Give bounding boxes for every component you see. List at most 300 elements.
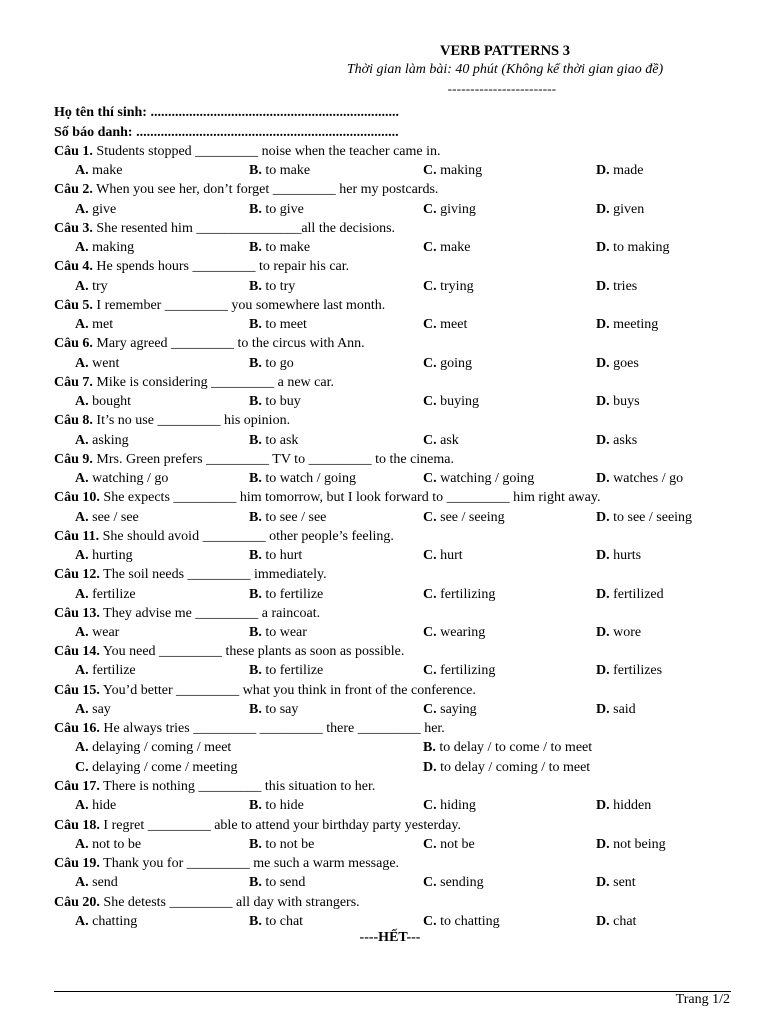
answer-option xyxy=(75,277,108,296)
option-letter: D. xyxy=(596,317,610,333)
option-text: asking xyxy=(92,432,129,448)
option-letter: B. xyxy=(249,836,262,852)
option-letter: B. xyxy=(249,701,262,717)
option-letter: C. xyxy=(423,548,437,564)
option-text: to fertilize xyxy=(265,586,324,602)
option-letter: D. xyxy=(596,471,610,487)
candidate-info xyxy=(54,103,554,143)
option-text: not being xyxy=(613,836,666,852)
answer-option xyxy=(423,431,459,450)
page-number: Trang 1/2 xyxy=(675,992,730,1007)
option-text: hiding xyxy=(440,798,476,814)
question-number: Câu 7. xyxy=(54,374,93,390)
question-item xyxy=(54,719,734,777)
question-stem xyxy=(54,854,734,873)
question-stem xyxy=(54,296,734,315)
answer-option xyxy=(596,623,641,642)
answer-option xyxy=(75,758,238,777)
answer-option xyxy=(423,161,482,180)
option-letter: B. xyxy=(249,355,262,371)
option-letter: B. xyxy=(249,509,262,525)
question-number: Câu 20. xyxy=(54,894,100,910)
question-item xyxy=(54,604,734,642)
answer-option xyxy=(249,585,323,604)
answer-option xyxy=(596,585,664,604)
option-letter: C. xyxy=(423,625,437,640)
option-letter: D. xyxy=(596,509,610,525)
option-text: hurting xyxy=(92,548,133,564)
option-text: making xyxy=(92,240,135,256)
option-text: wore xyxy=(613,625,642,640)
answer-option xyxy=(75,469,168,488)
answer-option xyxy=(596,508,692,527)
option-text: to wear xyxy=(265,625,307,640)
answer-option xyxy=(249,700,298,719)
question-item xyxy=(54,373,734,411)
option-text: to see / see xyxy=(265,509,327,525)
answer-option xyxy=(249,835,314,854)
question-text: She expects _________ him tomorrow, but I look forward to _________ him right away. xyxy=(103,490,601,506)
option-text: to fertilize xyxy=(265,663,324,679)
option-text: watching / go xyxy=(92,471,169,487)
option-text: hurt xyxy=(440,548,463,564)
answer-option xyxy=(249,161,310,180)
answer-option xyxy=(249,912,303,931)
answer-option xyxy=(423,758,590,777)
question-number: Câu 3. xyxy=(54,220,93,236)
option-text: making xyxy=(440,163,483,179)
question-item xyxy=(54,411,734,449)
answer-option xyxy=(423,508,505,527)
options-row xyxy=(54,623,734,642)
answer-option xyxy=(249,315,307,334)
option-text: goes xyxy=(613,355,639,371)
option-letter: C. xyxy=(423,913,437,929)
answer-option xyxy=(75,873,118,892)
answer-option xyxy=(249,200,304,219)
answer-option xyxy=(596,315,658,334)
option-text: to try xyxy=(265,278,296,294)
option-letter: D. xyxy=(596,201,610,217)
question-stem xyxy=(54,893,734,912)
option-letter: B. xyxy=(249,240,262,256)
option-text: not to be xyxy=(92,836,142,852)
question-stem xyxy=(54,604,734,623)
question-text: Mary agreed _________ to the circus with Ann. xyxy=(96,336,365,352)
question-stem xyxy=(54,565,734,584)
question-number: Câu 5. xyxy=(54,297,93,313)
question-stem xyxy=(54,219,734,238)
question-item xyxy=(54,527,734,565)
option-text: to go xyxy=(265,355,294,371)
option-text: fertilize xyxy=(92,663,136,679)
answer-option xyxy=(423,469,534,488)
answer-option xyxy=(75,546,133,565)
option-text: tries xyxy=(613,278,638,294)
option-text: make xyxy=(92,163,123,179)
question-number: Câu 16. xyxy=(54,721,100,737)
option-text: try xyxy=(92,278,108,294)
option-letter: D. xyxy=(596,836,610,852)
option-letter: D. xyxy=(596,163,610,179)
question-number: Câu 12. xyxy=(54,567,100,583)
options-row xyxy=(54,700,734,719)
option-letter: B. xyxy=(249,913,262,929)
option-text: chat xyxy=(613,913,637,929)
question-number: Câu 19. xyxy=(54,856,100,872)
option-text: hide xyxy=(92,798,117,814)
question-item xyxy=(54,180,734,218)
option-letter: A. xyxy=(75,432,89,448)
question-number: Câu 11. xyxy=(54,528,100,544)
question-item xyxy=(54,816,734,854)
option-text: to chat xyxy=(265,913,304,929)
option-letter: D. xyxy=(596,625,610,640)
question-stem xyxy=(54,642,734,661)
options-row xyxy=(54,758,734,777)
question-item xyxy=(54,334,734,372)
option-text: to hurt xyxy=(265,548,303,564)
option-letter: A. xyxy=(75,875,89,891)
option-letter: C. xyxy=(423,394,437,410)
question-stem xyxy=(54,527,734,546)
option-letter: C. xyxy=(423,163,437,179)
question-text: Students stopped _________ noise when the teacher came in. xyxy=(96,144,441,159)
question-stem xyxy=(54,488,734,507)
option-text: meet xyxy=(440,317,468,333)
question-number: Câu 8. xyxy=(54,413,93,429)
option-letter: C. xyxy=(423,240,437,256)
answer-option xyxy=(423,354,472,373)
question-text: There is nothing _________ this situation to her. xyxy=(103,779,376,795)
option-letter: A. xyxy=(75,471,89,487)
option-text: fertilize xyxy=(92,586,136,602)
question-number: Câu 13. xyxy=(54,605,100,621)
answer-option xyxy=(249,469,356,488)
question-item xyxy=(54,142,734,180)
option-letter: D. xyxy=(596,432,610,448)
question-item xyxy=(54,854,734,892)
answer-option xyxy=(75,315,113,334)
answer-option xyxy=(75,585,136,604)
question-number: Câu 9. xyxy=(54,451,93,467)
option-text: give xyxy=(92,201,117,217)
option-letter: A. xyxy=(75,317,89,333)
answer-option xyxy=(423,912,500,931)
question-text: The soil needs _________ immediately. xyxy=(103,567,327,583)
answer-option xyxy=(423,546,463,565)
option-letter: D. xyxy=(596,394,610,410)
option-letter: C. xyxy=(423,701,437,717)
question-text: I regret _________ able to attend your birthday party yesterday. xyxy=(103,817,461,833)
answer-option xyxy=(249,661,323,680)
question-number: Câu 4. xyxy=(54,259,93,275)
options-row xyxy=(54,661,734,680)
answer-option xyxy=(249,277,295,296)
answer-option xyxy=(249,623,307,642)
question-stem xyxy=(54,450,734,469)
option-text: hidden xyxy=(613,798,652,814)
option-letter: A. xyxy=(75,509,89,525)
option-text: wearing xyxy=(440,625,486,640)
answer-option xyxy=(423,835,475,854)
option-letter: B. xyxy=(249,278,262,294)
answer-option xyxy=(596,200,644,219)
answer-option xyxy=(75,508,139,527)
question-item xyxy=(54,777,734,815)
option-text: delaying / come / meeting xyxy=(92,759,238,775)
answer-option xyxy=(423,623,485,642)
options-row xyxy=(54,912,734,931)
question-number: Câu 2. xyxy=(54,182,93,198)
option-letter: A. xyxy=(75,740,89,756)
option-text: given xyxy=(613,201,645,217)
option-letter: D. xyxy=(596,548,610,564)
question-number: Câu 10. xyxy=(54,490,100,506)
option-letter: B. xyxy=(249,317,262,333)
option-letter: D. xyxy=(596,913,610,929)
question-number: Câu 14. xyxy=(54,644,100,660)
option-letter: A. xyxy=(75,663,89,679)
option-letter: A. xyxy=(75,163,89,179)
option-letter: D. xyxy=(423,759,437,775)
option-text: hurts xyxy=(613,548,642,564)
question-text: When you see her, don’t forget _________ her my postcards. xyxy=(96,182,439,198)
option-letter: B. xyxy=(249,432,262,448)
answer-option xyxy=(249,546,302,565)
option-text: to delay / coming / to meet xyxy=(440,759,591,775)
answer-option xyxy=(423,661,495,680)
question-number: Câu 15. xyxy=(54,682,100,698)
options-row xyxy=(54,546,734,565)
question-item xyxy=(54,219,734,257)
question-stem xyxy=(54,180,734,199)
option-text: met xyxy=(92,317,114,333)
option-text: send xyxy=(92,875,118,891)
option-letter: C. xyxy=(423,663,437,679)
option-text: saying xyxy=(440,701,477,717)
answer-option xyxy=(423,238,470,257)
question-item xyxy=(54,450,734,488)
answer-option xyxy=(75,912,137,931)
answer-option xyxy=(423,700,477,719)
question-text: Mike is considering _________ a new car. xyxy=(96,374,334,390)
option-letter: C. xyxy=(423,798,437,814)
option-text: chatting xyxy=(92,913,138,929)
answer-option xyxy=(596,835,666,854)
option-text: to making xyxy=(613,240,670,256)
question-stem xyxy=(54,334,734,353)
question-number: Câu 18. xyxy=(54,817,100,833)
candidate-id-line: Số báo danh: ........................................................................... xyxy=(54,125,399,140)
option-letter: A. xyxy=(75,836,89,852)
option-letter: C. xyxy=(423,432,437,448)
answer-option xyxy=(423,200,476,219)
option-letter: C. xyxy=(423,875,437,891)
option-text: fertilizing xyxy=(440,586,496,602)
answer-option xyxy=(596,546,641,565)
answer-option xyxy=(596,661,662,680)
option-letter: A. xyxy=(75,355,89,371)
option-text: see / seeing xyxy=(440,509,505,525)
option-text: ask xyxy=(440,432,459,448)
option-text: bought xyxy=(92,394,132,410)
question-item xyxy=(54,681,734,719)
options-row xyxy=(54,238,734,257)
answer-option xyxy=(596,161,643,180)
answer-option xyxy=(423,738,592,757)
options-row xyxy=(54,200,734,219)
option-letter: B. xyxy=(249,394,262,410)
answer-option xyxy=(596,392,640,411)
answer-option xyxy=(249,873,305,892)
question-list xyxy=(54,142,734,931)
option-letter: D. xyxy=(596,278,610,294)
option-letter: D. xyxy=(596,663,610,679)
question-stem xyxy=(54,373,734,392)
question-stem xyxy=(54,777,734,796)
option-text: made xyxy=(613,163,644,179)
question-item xyxy=(54,893,734,931)
question-item xyxy=(54,296,734,334)
option-text: giving xyxy=(440,201,476,217)
question-stem xyxy=(54,257,734,276)
options-row xyxy=(54,469,734,488)
option-text: see / see xyxy=(92,509,139,525)
footer-divider xyxy=(54,991,731,992)
answer-option xyxy=(596,796,651,815)
question-item xyxy=(54,257,734,295)
answer-option xyxy=(75,623,119,642)
question-stem xyxy=(54,816,734,835)
option-text: going xyxy=(440,355,473,371)
option-text: make xyxy=(440,240,471,256)
answer-option xyxy=(596,469,683,488)
option-text: to make xyxy=(265,240,311,256)
question-text: Thank you for _________ me such a warm message. xyxy=(103,856,400,872)
option-letter: D. xyxy=(596,240,610,256)
options-row xyxy=(54,315,734,334)
option-letter: B. xyxy=(249,663,262,679)
option-text: trying xyxy=(440,278,474,294)
option-letter: D. xyxy=(596,355,610,371)
question-item xyxy=(54,488,734,526)
option-letter: C. xyxy=(423,278,437,294)
option-letter: C. xyxy=(423,317,437,333)
option-text: delaying / coming / meet xyxy=(92,740,232,756)
candidate-name-line: Họ tên thí sinh: ....................................................................... xyxy=(54,105,399,120)
question-text: She detests _________ all day with strangers. xyxy=(103,894,360,910)
option-text: to send xyxy=(265,875,306,891)
option-text: said xyxy=(613,701,636,717)
options-row xyxy=(54,585,734,604)
answer-option xyxy=(423,277,474,296)
option-letter: A. xyxy=(75,394,89,410)
answer-option xyxy=(423,585,495,604)
options-row xyxy=(54,354,734,373)
answer-option xyxy=(75,835,141,854)
question-stem xyxy=(54,681,734,700)
option-letter: C. xyxy=(75,759,89,775)
time-limit-note: Thời gian làm bài: 40 phút (Không kể thời gian giao đề) xyxy=(346,62,664,77)
answer-option xyxy=(249,796,304,815)
answer-option xyxy=(75,431,129,450)
answer-option xyxy=(596,238,670,257)
option-text: to meet xyxy=(265,317,307,333)
question-text: You need _________ these plants as soon as possible. xyxy=(102,644,405,660)
question-stem xyxy=(54,719,734,738)
answer-option xyxy=(249,238,310,257)
question-text: He spends hours _________ to repair his car. xyxy=(96,259,350,275)
option-text: to not be xyxy=(265,836,315,852)
option-text: fertilizing xyxy=(440,663,496,679)
answer-option xyxy=(596,431,637,450)
answer-option xyxy=(75,661,136,680)
question-text: They advise me _________ a raincoat. xyxy=(103,605,321,621)
option-letter: C. xyxy=(423,509,437,525)
options-row xyxy=(54,431,734,450)
question-text: He always tries _________ _________ there _________ her. xyxy=(103,721,445,737)
option-letter: B. xyxy=(423,740,436,756)
answer-option xyxy=(75,700,111,719)
question-stem xyxy=(54,411,734,430)
answer-option xyxy=(75,392,131,411)
option-letter: C. xyxy=(423,201,437,217)
answer-option xyxy=(249,354,294,373)
answer-option xyxy=(423,392,479,411)
option-letter: A. xyxy=(75,586,89,602)
option-letter: A. xyxy=(75,548,89,564)
answer-option xyxy=(75,161,122,180)
option-text: to ask xyxy=(265,432,299,448)
option-letter: D. xyxy=(596,701,610,717)
answer-option xyxy=(75,200,116,219)
option-letter: B. xyxy=(249,586,262,602)
question-number: Câu 1. xyxy=(54,144,93,159)
question-number: Câu 17. xyxy=(54,779,100,795)
options-row xyxy=(54,161,734,180)
header-divider: ------------------------ xyxy=(447,81,557,96)
question-text: It’s no use _________ his opinion. xyxy=(96,413,291,429)
option-letter: D. xyxy=(596,875,610,891)
option-text: buys xyxy=(613,394,640,410)
answer-option xyxy=(75,354,119,373)
option-text: to delay / to come / to meet xyxy=(439,740,593,756)
answer-option xyxy=(249,392,301,411)
options-row xyxy=(54,873,734,892)
question-text: Mrs. Green prefers _________ TV to _________ to the cinema. xyxy=(96,451,454,467)
answer-option xyxy=(75,738,231,757)
question-number: Câu 6. xyxy=(54,336,93,352)
option-text: to chatting xyxy=(440,913,500,929)
answer-option xyxy=(249,431,298,450)
end-mark: ----HẾT--- xyxy=(359,930,421,945)
option-text: to watch / going xyxy=(265,471,356,487)
question-stem xyxy=(54,142,734,161)
option-letter: B. xyxy=(249,548,262,564)
option-text: sending xyxy=(440,875,484,891)
option-text: meeting xyxy=(613,317,659,333)
question-text: She resented him _______________all the decisions. xyxy=(96,220,396,236)
option-letter: D. xyxy=(596,798,610,814)
option-letter: C. xyxy=(423,355,437,371)
answer-option xyxy=(596,354,639,373)
option-text: to buy xyxy=(265,394,301,410)
option-text: watches / go xyxy=(613,471,684,487)
option-letter: B. xyxy=(249,625,262,640)
option-letter: C. xyxy=(423,836,437,852)
option-letter: A. xyxy=(75,278,89,294)
